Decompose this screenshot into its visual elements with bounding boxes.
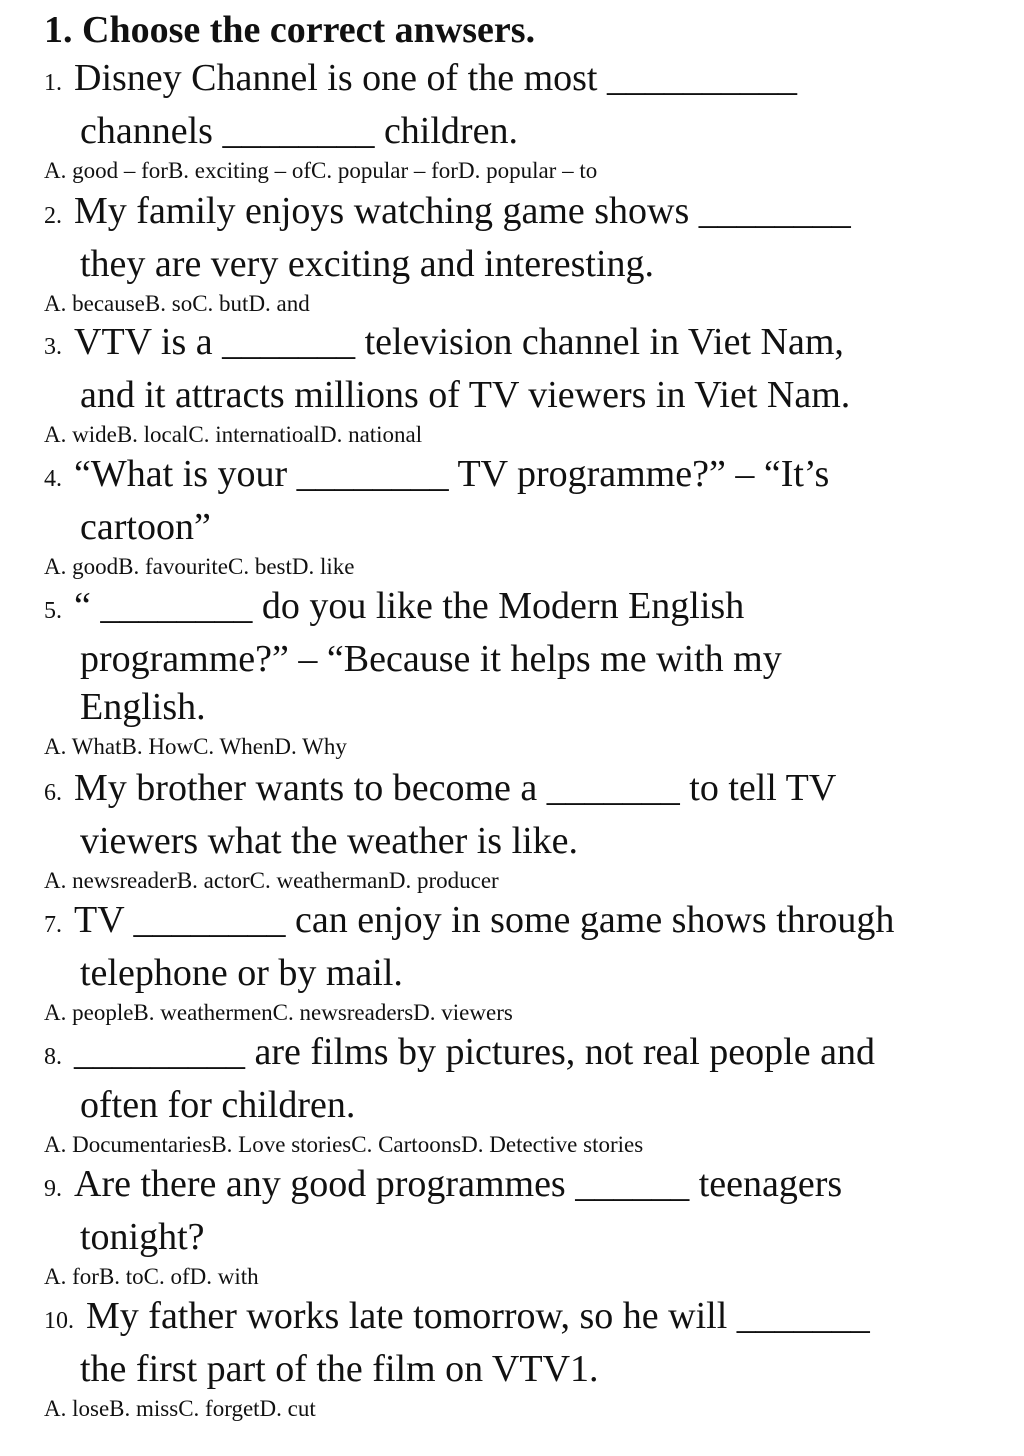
question-text <box>44 187 974 288</box>
question-line: and it attracts millions of TV viewers in Viet Nam. <box>80 374 851 416</box>
answer-options <box>44 1130 974 1160</box>
question-line: My family enjoys watching game shows ________ <box>74 190 851 232</box>
question-text <box>44 318 974 419</box>
question-line: My brother wants to become a _______ to tell TV <box>74 767 837 809</box>
question-text <box>44 582 974 731</box>
option-d[interactable]: D. and <box>248 291 310 316</box>
question-line: “What is your ________ TV programme?” – “It’s <box>74 453 830 495</box>
option-c[interactable]: C. weatherman <box>249 868 389 893</box>
worksheet-title: 1. Choose the correct anwsers. <box>44 9 536 51</box>
question-line: often for children. <box>80 1084 356 1126</box>
option-c[interactable]: C. of <box>143 1264 190 1289</box>
option-a[interactable]: A. newsreader <box>44 868 177 893</box>
option-b[interactable]: B. weathermen <box>133 1000 273 1025</box>
option-b[interactable]: B. miss <box>109 1396 179 1421</box>
answer-options <box>44 866 974 896</box>
question-number: 5. <box>44 598 62 624</box>
question-line: Are there any good programmes ______ teenagers <box>74 1163 843 1205</box>
option-d[interactable]: D. popular – to <box>457 158 598 183</box>
option-b[interactable]: B. favourite <box>118 554 228 579</box>
option-a[interactable]: A. Documentaries <box>44 1132 212 1157</box>
question-text <box>44 1028 974 1129</box>
question-number: 9. <box>44 1176 62 1202</box>
option-b[interactable]: B. to <box>98 1264 144 1289</box>
answer-options <box>44 1262 974 1292</box>
question-line: cartoon” <box>80 506 211 548</box>
question-line: channels ________ children. <box>80 110 518 152</box>
question-line: TV ________ can enjoy in some game shows through <box>74 899 895 941</box>
answer-options <box>44 1394 974 1424</box>
question-number: 7. <box>44 912 62 938</box>
option-b[interactable]: B. actor <box>176 868 250 893</box>
option-a[interactable]: A. What <box>44 734 122 759</box>
question-number: 6. <box>44 780 62 806</box>
answer-options <box>44 156 974 186</box>
question-line: “ ________ do you like the Modern English <box>74 585 745 627</box>
question-4 <box>44 450 974 582</box>
question-number: 3. <box>44 334 62 360</box>
question-text <box>44 54 974 155</box>
question-line: VTV is a _______ television channel in Viet Nam, <box>74 321 844 363</box>
option-d[interactable]: D. producer <box>388 868 499 893</box>
option-d[interactable]: D. cut <box>259 1396 316 1421</box>
question-line: _________ are films by pictures, not real people and <box>74 1031 875 1073</box>
option-b[interactable]: B. How <box>121 734 194 759</box>
option-c[interactable]: C. Cartoons <box>351 1132 462 1157</box>
question-3 <box>44 318 974 450</box>
question-10 <box>44 1292 974 1424</box>
answer-options <box>44 289 974 319</box>
option-c[interactable]: C. but <box>192 291 249 316</box>
option-b[interactable]: B. exciting – of <box>167 158 312 183</box>
question-number: 10. <box>44 1308 74 1334</box>
option-a[interactable]: A. people <box>44 1000 134 1025</box>
option-c[interactable]: C. internatioal <box>188 422 320 447</box>
option-a[interactable]: A. wide <box>44 422 117 447</box>
option-d[interactable]: D. national <box>319 422 423 447</box>
question-line: they are very exciting and interesting. <box>80 243 655 285</box>
question-8 <box>44 1028 974 1160</box>
option-c[interactable]: C. forget <box>178 1396 260 1421</box>
answer-options <box>44 420 974 450</box>
question-text <box>44 450 974 551</box>
option-c[interactable]: C. newsreaders <box>272 1000 414 1025</box>
option-b[interactable]: B. so <box>144 291 193 316</box>
question-text <box>44 1160 974 1261</box>
question-line: tonight? <box>80 1216 205 1258</box>
answer-options <box>44 732 974 762</box>
question-line: viewers what the weather is like. <box>80 820 579 862</box>
option-d[interactable]: D. Detective stories <box>461 1132 644 1157</box>
question-line: English. <box>80 686 206 728</box>
question-text <box>44 1292 974 1393</box>
question-7 <box>44 896 974 1028</box>
option-a[interactable]: A. lose <box>44 1396 110 1421</box>
option-a[interactable]: A. for <box>44 1264 99 1289</box>
question-6 <box>44 764 974 896</box>
option-d[interactable]: D. viewers <box>413 1000 513 1025</box>
option-d[interactable]: D. like <box>291 554 355 579</box>
option-c[interactable]: C. popular – for <box>311 158 458 183</box>
question-2 <box>44 187 974 319</box>
question-text <box>44 764 974 865</box>
answer-options <box>44 998 974 1028</box>
question-number: 1. <box>44 70 62 96</box>
question-5 <box>44 582 974 762</box>
question-line: Disney Channel is one of the most __________ <box>74 57 797 99</box>
option-b[interactable]: B. Love stories <box>211 1132 352 1157</box>
question-number: 8. <box>44 1044 62 1070</box>
answer-options <box>44 552 974 582</box>
question-9 <box>44 1160 974 1292</box>
question-number: 2. <box>44 203 62 229</box>
option-b[interactable]: B. local <box>116 422 189 447</box>
option-a[interactable]: A. because <box>44 291 145 316</box>
option-c[interactable]: C. When <box>193 734 275 759</box>
question-line: My father works late tomorrow, so he will _______ <box>86 1295 870 1337</box>
question-text <box>44 896 974 997</box>
question-number: 4. <box>44 466 62 492</box>
question-line: programme?” – “Because it helps me with my <box>80 638 782 680</box>
question-line: telephone or by mail. <box>80 952 403 994</box>
option-a[interactable]: A. good – for <box>44 158 168 183</box>
option-c[interactable]: C. best <box>227 554 292 579</box>
question-1 <box>44 54 974 186</box>
question-line: the first part of the film on VTV1. <box>80 1348 599 1390</box>
option-d[interactable]: D. with <box>189 1264 259 1289</box>
option-d[interactable]: D. Why <box>274 734 347 759</box>
option-a[interactable]: A. good <box>44 554 119 579</box>
